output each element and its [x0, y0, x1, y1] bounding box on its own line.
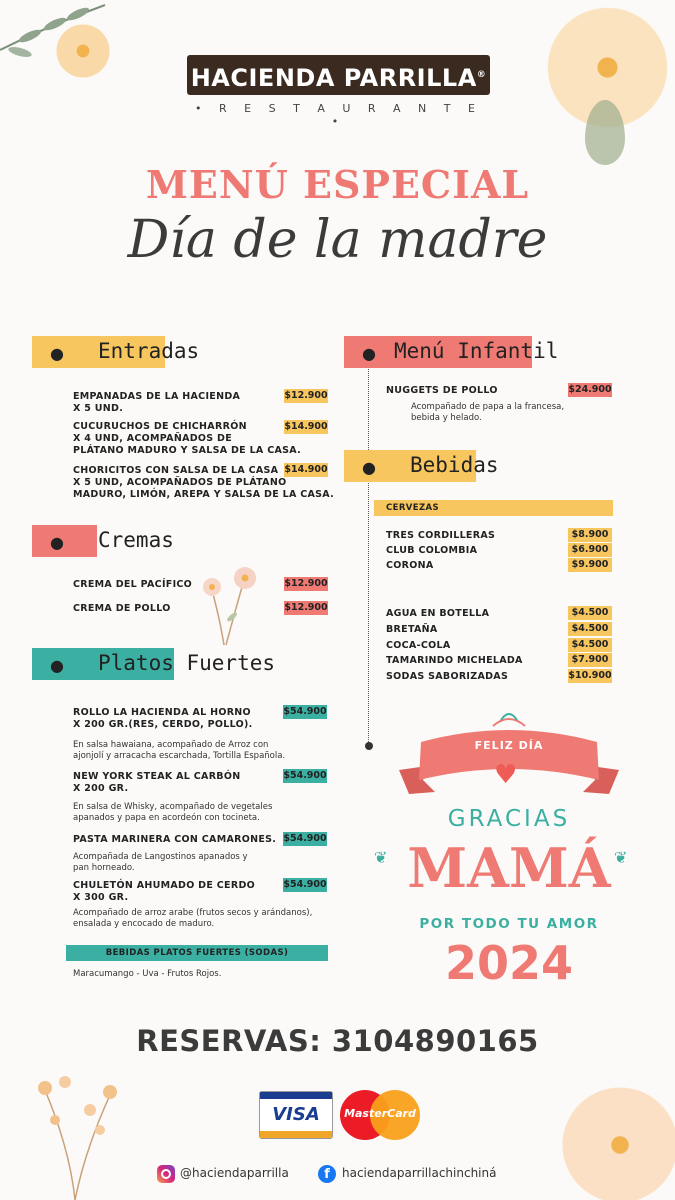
section-cremas — [32, 525, 232, 557]
price-badge: $8.900 — [568, 528, 612, 542]
sparkle-icon-right: ❦ — [614, 848, 628, 867]
visa-logo — [259, 1091, 333, 1139]
price-badge: $4.500 — [568, 606, 612, 620]
price-badge: $12.900 — [284, 602, 328, 613]
list-item: AGUA EN BOTELLA — [386, 608, 490, 619]
gracias-text: GRACIAS — [447, 806, 571, 832]
price-badge: $7.900 — [568, 653, 612, 667]
list-item: PASTA MARINERA CON CAMARONES. — [73, 834, 277, 845]
section-menu-infantil — [344, 336, 594, 368]
price-badge: $24.900 — [568, 384, 612, 395]
list-item: NEW YORK STEAK AL CARBÓN X 200 GR. — [73, 771, 241, 794]
facebook-icon: f — [318, 1165, 336, 1183]
section-platos-fuertes — [32, 648, 332, 680]
section-bebidas — [344, 450, 594, 482]
list-item: CLUB COLOMBIA — [386, 545, 478, 556]
list-item: COCA-COLA — [386, 640, 451, 651]
bullet-icon: ● — [362, 344, 376, 363]
list-item: EMPANADAS DE LA HACIENDA X 5 UND. — [73, 391, 241, 414]
menu-subtitle: Día de la madre — [127, 210, 548, 270]
reservas-phone: RESERVAS: 3104890165 — [136, 1024, 539, 1058]
flower-decoration-bottom-right — [555, 1080, 675, 1200]
price-badge: $4.500 — [568, 622, 612, 636]
bullet-icon: ● — [50, 533, 64, 552]
list-item: SODAS SABORIZADAS — [386, 671, 509, 682]
price-badge: $4.500 — [568, 638, 612, 652]
mastercard-logo — [340, 1090, 420, 1140]
flower-branch-icon — [15, 1070, 135, 1200]
item-description: Acompañado de papa a la francesa, bebida y helado. — [411, 402, 565, 423]
cervezas-band: CERVEZAS — [374, 500, 613, 516]
list-item: CREMA DE POLLO — [73, 603, 171, 614]
list-item: BRETAÑA — [386, 624, 438, 635]
item-description: Acompañado de arroz arabe (frutos secos y arándanos), ensalada y encocado de maduro. — [73, 908, 313, 929]
item-description: En salsa de Whisky, acompañado de vegetales apanados y papa en acordeón con tocineta. — [73, 802, 273, 823]
section-label: Cremas — [98, 528, 174, 552]
price-badge: $54.900 — [283, 879, 327, 890]
price-badge: $54.900 — [283, 706, 327, 717]
amor-text: POR TODO TU AMOR — [419, 916, 599, 932]
list-item: TRES CORDILLERAS — [386, 530, 496, 541]
list-item: CHORICITOS CON SALSA DE LA CASA X 5 UND, ACOMPAÑADOS DE PLÁTANO MADURO, LIMÓN, AREPA Y SALSA DE LA CASA. — [73, 465, 335, 500]
list-item: CHULETÓN AHUMADO DE CERDO X 300 GR. — [73, 880, 256, 903]
bullet-icon: ● — [50, 656, 64, 675]
price-badge: $12.900 — [284, 390, 328, 401]
year-text: 2024 — [444, 936, 574, 990]
price-badge: $14.900 — [284, 464, 328, 475]
daisy-flower-icon — [198, 565, 264, 650]
sparkle-icon-left: ❦ — [374, 848, 388, 867]
price-badge: $10.900 — [568, 670, 612, 681]
facebook-handle[interactable]: haciendaparrillachinchiná — [342, 1166, 497, 1180]
menu-title: MENÚ ESPECIAL — [145, 162, 530, 207]
list-item: CUCURUCHOS DE CHICHARRÓN X 4 UND, ACOMPAÑADOS DE PLÁTANO MADURO Y SALSA DE LA CASA. — [73, 421, 301, 456]
price-badge: $54.900 — [283, 770, 327, 781]
price-badge: $6.900 — [568, 543, 612, 557]
column-divider — [368, 350, 369, 746]
registered-mark: ® — [476, 70, 487, 80]
section-entradas — [32, 336, 232, 368]
banner-ribbon — [393, 708, 625, 808]
sodas-band: BEBIDAS PLATOS FUERTES (SODAS) — [66, 945, 328, 961]
mama-text: MAMÁ — [407, 836, 611, 900]
item-description: Acompañada de Langostinos apanados y pan horneado. — [73, 852, 248, 873]
section-label: Bebidas — [410, 453, 499, 477]
price-badge: $54.900 — [283, 833, 327, 844]
heart-icon: ♥ — [494, 760, 518, 790]
sodas-text: Maracumango - Uva - Frutos Rojos. — [73, 969, 222, 979]
instagram-handle[interactable]: @haciendaparrilla — [180, 1166, 289, 1180]
bullet-icon: ● — [362, 458, 376, 477]
bullet-icon: ● — [50, 344, 64, 363]
price-badge: $9.900 — [568, 558, 612, 572]
list-item: NUGGETS DE POLLO — [386, 385, 498, 396]
instagram-icon — [157, 1165, 175, 1183]
price-badge: $14.900 — [284, 421, 328, 432]
section-label: Menú Infantil — [394, 339, 559, 363]
divider-dot — [365, 742, 373, 750]
brand-logo — [187, 55, 490, 95]
section-label: Entradas — [98, 339, 200, 363]
list-item: ROLLO LA HACIENDA AL HORNO X 200 GR.(RES, CERDO, POLLO). — [73, 707, 253, 730]
list-item: CORONA — [386, 560, 434, 571]
brand-subtitle: • R E S T A U R A N T E • — [195, 102, 482, 128]
section-label: Platos Fuertes — [98, 651, 276, 675]
list-item: CREMA DEL PACÍFICO — [73, 579, 193, 590]
brand-name: HACIENDA PARRILLA — [190, 64, 477, 92]
list-item: TAMARINDO MICHELADA — [386, 655, 523, 666]
leaf-branch-icon — [0, 0, 110, 70]
item-description: En salsa hawaiana, acompañado de Arroz con ajonjolí y arracacha escarchada, Tortilla Española. — [73, 740, 286, 761]
banner-text: FELIZ DÍA — [474, 739, 544, 752]
price-badge: $12.900 — [284, 578, 328, 589]
visa-label: VISA — [272, 1104, 320, 1125]
mastercard-label: MasterCard — [344, 1107, 416, 1120]
